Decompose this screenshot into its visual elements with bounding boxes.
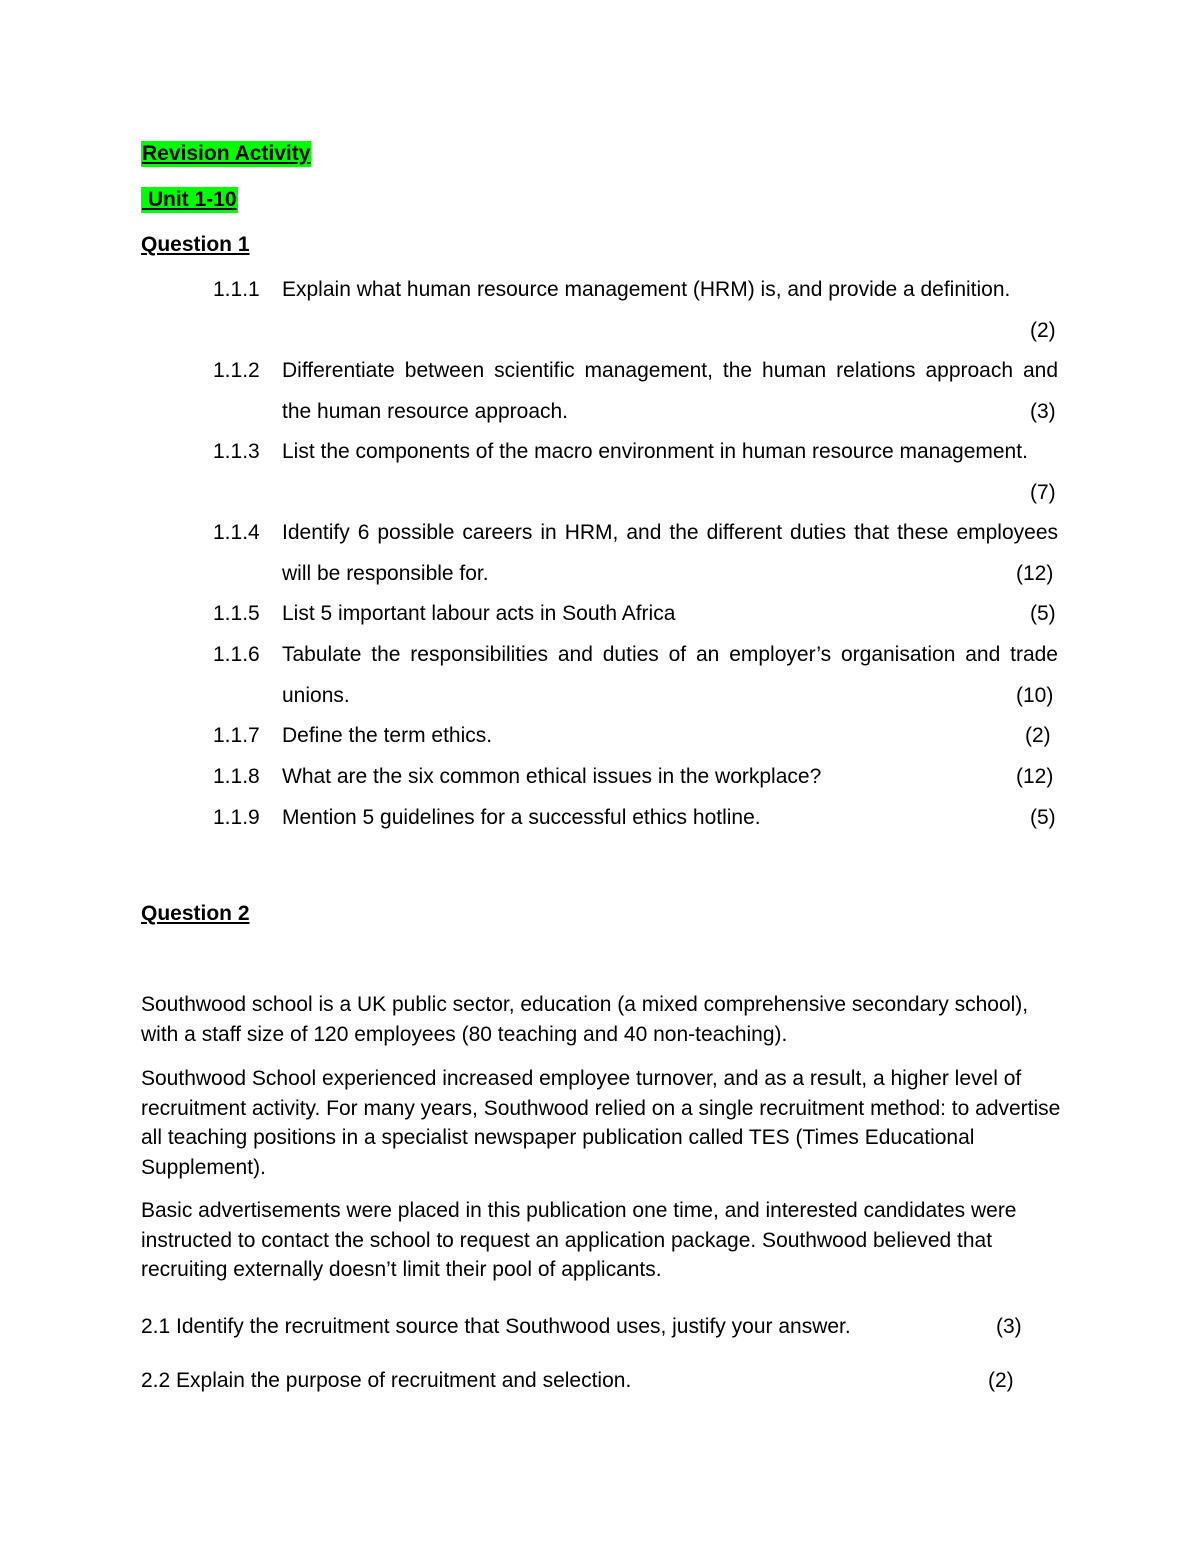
question-1-heading: Question 1 [141,233,250,256]
item-marks: (2) [1030,318,1056,342]
item-number: 1.1.6 [213,643,260,666]
item-text: Tabulate the responsibilities and duties of an employer’s organisation and trade unions. [282,643,1058,707]
item-text: Differentiate between scientific management, the human relations approach and the human resource approach. [282,359,1058,423]
item-marks: (7) [1030,480,1056,504]
item-marks: (5) [1030,602,1056,625]
subquestion-marks: (3) [996,1315,1022,1338]
subquestion-text: 2.1 Identify the recruitment source that Southwood uses, justify your answer. [141,1315,851,1338]
item-number: 1.1.2 [213,359,260,382]
unit-range-heading: Unit 1-10 [142,188,237,211]
item-text: List 5 important labour acts in South Africa [282,602,676,625]
item-text: What are the six common ethical issues in the workplace? [282,765,822,788]
subquestion-marks: (2) [988,1369,1014,1392]
revision-activity-heading: Revision Activity [142,142,311,165]
item-marks: (12) [1016,561,1054,585]
item-number: 1.1.9 [213,806,260,829]
case-paragraph: Southwood School experienced increased employee turnover, and as a result, a higher level of recruitment activity. For many years, Southwood relied on a single recruitment method: to advertise all teaching positions in a specialist newspaper publication called TES (Times Educational Supplement). [141,1067,1061,1179]
item-marks: (12) [1016,765,1054,788]
item-number: 1.1.1 [213,278,260,301]
item-text: List the components of the macro environment in human resource management. [282,440,1028,463]
case-paragraph: Basic advertisements were placed in this publication one time, and interested candidates were instructed to contact the school to request an application package. Southwood believed that recruiting externally doesn’t limit their pool of applicants. [141,1199,1017,1281]
item-text: Mention 5 guidelines for a successful ethics hotline. [282,806,761,829]
item-marks: (2) [1025,724,1051,747]
item-marks: (5) [1030,806,1056,829]
question-2-heading: Question 2 [141,902,250,925]
case-paragraph: Southwood school is a UK public sector, education (a mixed comprehensive secondary school), with a staff size of 120 employees (80 teaching and 40 non-teaching). [141,993,1029,1046]
item-marks: (3) [1030,399,1056,423]
item-text: Define the term ethics. [282,724,493,747]
item-number: 1.1.7 [213,724,260,747]
item-number: 1.1.8 [213,765,260,788]
item-text: Explain what human resource management (HRM) is, and provide a definition. [282,278,1011,301]
subquestion-text: 2.2 Explain the purpose of recruitment and selection. [141,1369,632,1392]
item-number: 1.1.5 [213,602,260,625]
item-text: Identify 6 possible careers in HRM, and the different duties that these employees will be responsible for. [282,521,1058,585]
item-number: 1.1.3 [213,440,260,463]
item-marks: (10) [1016,683,1054,707]
item-number: 1.1.4 [213,521,260,544]
